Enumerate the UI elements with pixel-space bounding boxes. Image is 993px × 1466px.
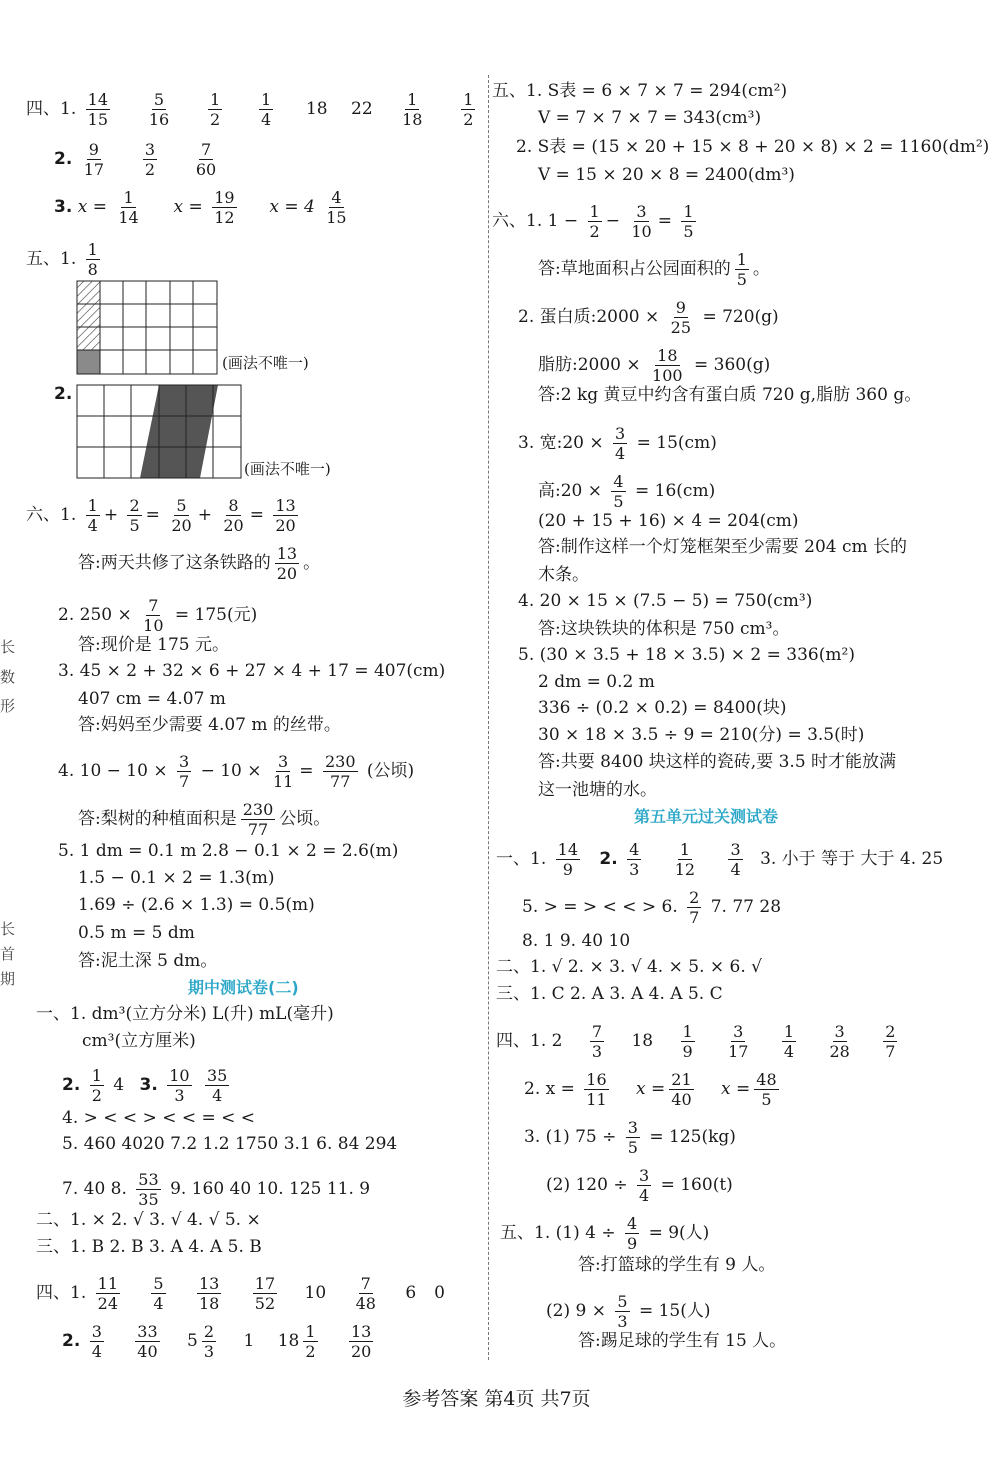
answer-line: 二、1. × 2. √ 3. √ 4. √ 5. × [36,1210,261,1230]
fraction: $\frac{1}{14}$ [118,188,139,227]
answer-line: 六、1. $\frac{1}{4}$ + $\frac{2}{5}$ = $\frac{5}{20}$ + $\frac{8}{20}$ = $\frac{13}{20}$ [26,496,296,535]
answer-line: 六、1. 1 − $\frac{1}{2}$ − $\frac{3}{10}$ = $\frac{1}{5}$ [492,202,694,241]
answer-line: 3. (1) 75 ÷ $\frac{3}{5}$ = 125(kg) [524,1118,736,1157]
answer-line: 答:草地面积占公园面积的 $\frac{1}{5}$ 。 [538,250,770,289]
answer-line: cm³(立方厘米) [82,1031,196,1051]
answer-line: 2. 蛋白质:2000 × $\frac{9}{25}$ = 720(g) [518,298,779,337]
answer-line: V = 15 × 20 × 8 = 2400(dm³) [538,165,795,185]
fraction: $\frac{1}{2}$ [209,90,221,129]
fraction: $\frac{1}{4}$ [260,90,272,129]
answer-line: 5. (30 × 3.5 + 18 × 3.5) × 2 = 336(m²) [518,645,855,665]
section-title: 第五单元过关测试卷 [634,807,779,826]
grid-figure-1 [76,280,218,376]
answer-line: 4. > < < > < < = < < [62,1108,256,1128]
fraction: $\frac{3}{2}$ [144,140,156,179]
answer-line: 5. 460 4020 7.2 1.2 1750 3.1 6. 84 294 [62,1134,398,1154]
hatched-cells [77,281,100,350]
answer-line: (2) 9 × $\frac{5}{3}$ = 15(人) [546,1292,711,1331]
answer-line: 一、1. $\frac{14}{9}$ 2. $\frac{4}{3}$ $\frac{1}{12}$ $\frac{3}{4}$ 3. 小于 等于 大于 4. 25 [496,840,944,879]
answer-line: 5. 1 dm = 0.1 m 2.8 − 0.1 × 2 = 2.6(m) [58,841,399,861]
answer-line: 三、1. B 2. B 3. A 4. A 5. B [36,1237,262,1257]
fraction: $\frac{4}{15}$ [326,188,347,227]
fraction: $\frac{1}{18}$ [402,90,423,129]
answer-line: 四、1. $\frac{14}{15}$ $\frac{5}{16}$ $\frac{1}{2}$ $\frac{1}{4}$ 18 22 $\frac{1}{18}$ $\frac{1}{2}$ [26,90,474,129]
answer-line: 1.5 − 0.1 × 2 = 1.3(m) [78,868,275,888]
margin-text: 期 [0,970,16,988]
fraction: $\frac{5}{16}$ [148,90,170,129]
answer-line: 2. S表 = (15 × 20 + 15 × 8 + 20 × 8) × 2 = 1160(dm²) [516,137,990,157]
gray-cell [77,350,100,374]
column-divider [488,75,489,1360]
fraction: $\frac{7}{60}$ [195,140,217,179]
note: (画法不唯一) [222,354,309,372]
fraction: $\frac{14}{15}$ [87,90,108,129]
answer-line: 3. 45 × 2 + 32 × 6 + 27 × 4 + 17 = 407(cm) [58,661,446,681]
answer-line: 8. 1 9. 40 10 [522,931,631,951]
answer-line: (2) 120 ÷ $\frac{3}{4}$ = 160(t) [546,1166,733,1205]
margin-text: 形 [0,697,16,715]
answer-line: 高:20 × $\frac{4}{5}$ = 16(cm) [538,472,716,511]
answer-line: 三、1. C 2. A 3. A 4. A 5. C [496,984,723,1004]
answer-line: 2 dm = 0.2 m [538,672,655,692]
answer-line: 2. x = $\frac{16}{11}$ x = $\frac{21}{40}$ x = $\frac{48}{5}$ [524,1070,777,1109]
answer-line: 五、1. (1) 4 ÷ $\frac{4}{9}$ = 9(人) [500,1214,710,1253]
margin-text: 长 [0,638,16,656]
answer-line: 这一池塘的水。 [538,780,657,800]
answer-line: 答:2 kg 黄豆中约含有蛋白质 720 g,脂肪 360 g。 [538,385,922,405]
answer-line: 2. $\frac{9}{17}$ $\frac{3}{2}$ $\frac{7}{60}$ [54,140,217,179]
fraction: $\frac{1}{2}$ [463,90,474,129]
answer-line: 答:这块铁块的体积是 750 cm³。 [538,619,790,639]
answer-line: 2. 250 × $\frac{7}{10}$ = 175(元) [58,596,258,635]
answer-line: 407 cm = 4.07 m [78,689,226,709]
answer-line: 一、1. dm³(立方分米) L(升) mL(毫升) [36,1004,334,1024]
shaded-parallelogram [140,385,218,478]
answer-line: 0.5 m = 5 dm [78,923,195,943]
page-footer: 参考答案 第4页 共7页 [402,1388,591,1410]
grid-figure-2 [76,384,242,480]
answer-line: 1.69 ÷ (2.6 × 1.3) = 0.5(m) [78,895,315,915]
answer-line: V = 7 × 7 × 7 = 343(cm³) [538,108,762,128]
answer-line: 30 × 18 × 3.5 ÷ 9 = 210(分) = 3.5(时) [538,725,865,745]
answer-line: 答:现价是 175 元。 [78,635,229,655]
question-number: 2. [54,384,73,404]
answer-line: 五、1. S表 = 6 × 7 × 7 = 294(cm²) [492,81,788,101]
answer-line: 3. x = $\frac{1}{14}$ x = $\frac{19}{12}$ x = 4 $\frac{4}{15}$ [54,188,347,227]
answer-line: 4. 20 × 15 × (7.5 − 5) = 750(cm³) [518,591,813,611]
answer-line: 336 ÷ (0.2 × 0.2) = 8400(块) [538,698,787,718]
answer-line: (20 + 15 + 16) × 4 = 204(cm) [538,511,799,531]
answer-line: 五、1. $\frac{1}{8}$ [26,240,98,279]
answer-line: 3. 宽:20 × $\frac{3}{4}$ = 15(cm) [518,424,717,463]
fraction: $\frac{1}{8}$ [87,240,98,279]
answer-line: 答:梨树的种植面积是 $\frac{230}{77}$ 公顷。 [78,800,331,839]
answer-line: 5. > = > < < > 6. $\frac{2}{7}$ 7. 77 28 [522,888,782,927]
answer-line: 2. $\frac{1}{2}$ 4 3. $\frac{10}{3}$ $\frac{35}{4}$ [62,1066,228,1105]
answer-line: 答:泥土深 5 dm。 [78,951,218,971]
answer-line: 答:共要 8400 块这样的瓷砖,要 3.5 时才能放满 [538,752,897,772]
answer-line: 答:妈妈至少需要 4.07 m 的丝带。 [78,715,341,735]
answer-line: 7. 40 8. $\frac{53}{35}$ 9. 160 40 10. 125 11. 9 [62,1170,371,1209]
fraction: $\frac{19}{12}$ [214,188,235,227]
margin-text: 长 [0,920,16,938]
answer-line: 4. 10 − 10 × $\frac{3}{7}$ − 10 × $\frac{3}{11}$ = $\frac{230}{77}$ (公顷) [58,752,415,791]
margin-text: 数 [0,668,16,686]
answer-line: 答:两天共修了这条铁路的 $\frac{13}{20}$ 。 [78,544,321,583]
answer-line: 2. $\frac{3}{4}$ $\frac{33}{40}$ 5 $\frac{2}{3}$ 1 18 $\frac{1}{2}$ $\frac{13}{20}$ [62,1322,372,1361]
fraction: $\frac{9}{17}$ [83,140,105,179]
answer-line: 脂肪:2000 × $\frac{18}{100}$ = 360(g) [538,346,771,385]
answer-line: 二、1. √ 2. × 3. √ 4. × 5. × 6. √ [496,957,762,977]
answer-line: 答:制作这样一个灯笼框架至少需要 204 cm 长的 [538,537,908,557]
answer-line: 木条。 [538,565,589,585]
answer-line: 答:踢足球的学生有 15 人。 [578,1331,787,1351]
note: (画法不唯一) [244,460,331,478]
answer-line: 四、1. 2 $\frac{7}{3}$ 18 $\frac{1}{9}$ $\frac{3}{17}$ $\frac{1}{4}$ $\frac{3}{28}$ $\frac{2}{7}$ [496,1022,896,1061]
section-title: 期中测试卷(二) [188,978,299,997]
answer-line: 答:打篮球的学生有 9 人。 [578,1255,776,1275]
answer-line: 四、1. $\frac{11}{24}$ $\frac{5}{4}$ $\frac{13}{18}$ $\frac{17}{52}$ 10 $\frac{7}{48}$ 6 0 [36,1274,445,1313]
margin-text: 首 [0,945,16,963]
